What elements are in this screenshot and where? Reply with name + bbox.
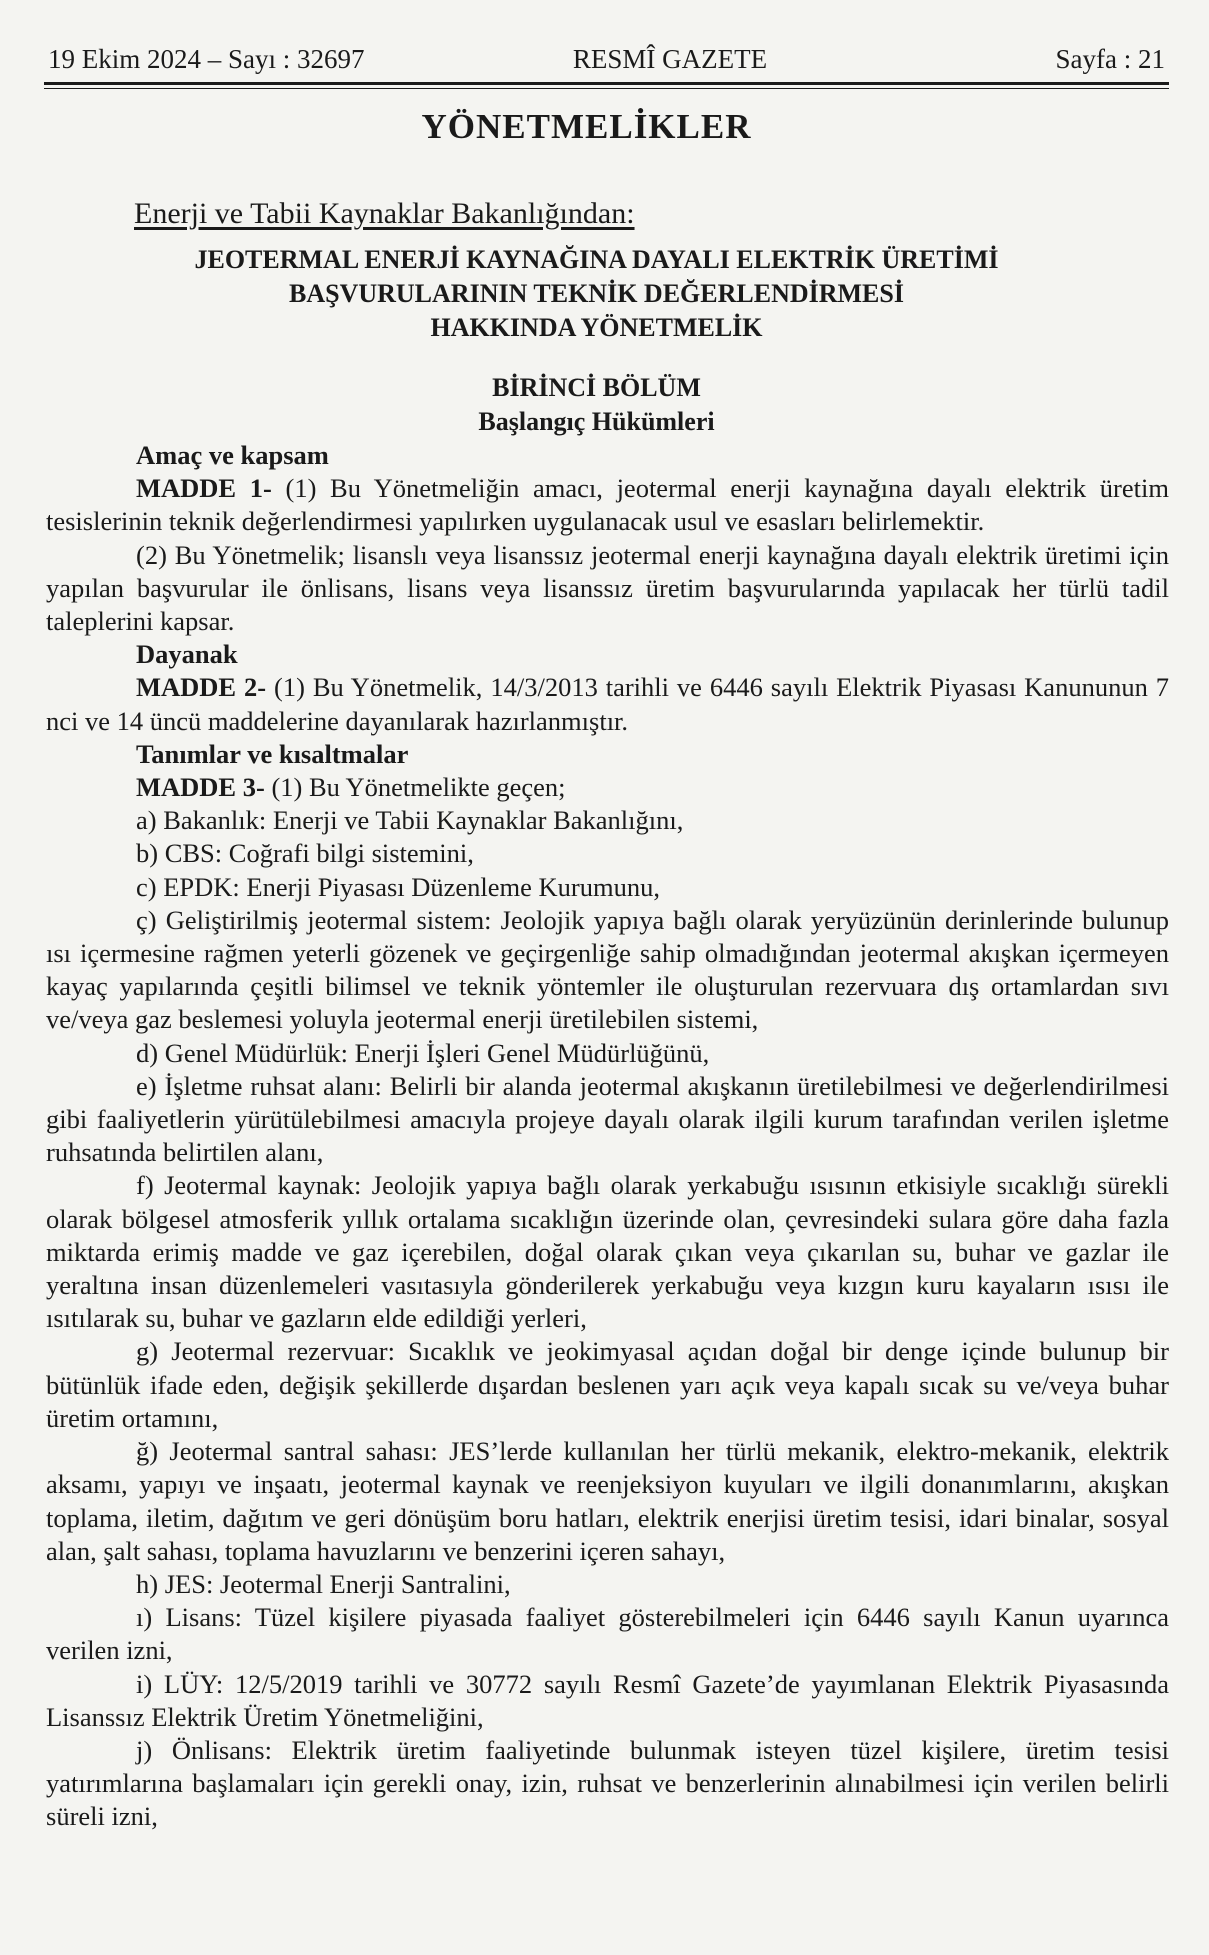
paragraph-text: (1) Bu Yönetmeliğin amacı, jeotermal enerji kaynağına dayalı elektrik üretim tesislerinin teknik değerlendirmesi yapılırken uygulanacak usul ve esasları belirlemektir. xyxy=(46,473,1169,537)
definition-item: j) Önlisans: Elektrik üretim faaliyetinde bulunmak isteyen tüzel kişilere, üretim tesisi yatırımlarına başlamaları için gerekli onay, izin, ruhsat ve benzerlerinin alınabilmesi için verilen belirli süreli izni, xyxy=(46,1734,1169,1832)
regulation-title-line: JEOTERMAL ENERJİ KAYNAĞINA DAYALI ELEKTRİK ÜRETİMİ xyxy=(194,245,999,274)
header-rule-thin xyxy=(44,88,1169,89)
section-title: YÖNETMELİKLER xyxy=(421,107,752,146)
article-heading: Dayanak xyxy=(136,639,238,670)
definition-item: a) Bakanlık: Enerji ve Tabii Kaynaklar Bakanlığını, xyxy=(136,805,684,836)
definition-item: ı) Lisans: Tüzel kişilere piyasada faaliyet gösterebilmeleri için 6446 sayılı Kanun uyarınca verilen izni, xyxy=(46,1602,1169,1666)
definition-item: d) Genel Müdürlük: Enerji İşleri Genel Müdürlüğünü, xyxy=(136,1037,710,1068)
page-header xyxy=(44,44,1169,80)
definition-item: b) CBS: Coğrafi bilgi sistemini, xyxy=(136,838,474,869)
paragraph-text: (1) Bu Yönetmelikte geçen; xyxy=(264,772,566,803)
article-paragraph xyxy=(46,671,1169,737)
regulation-title-line: HAKKINDA YÖNETMELİK xyxy=(430,313,763,342)
article-label: MADDE 1- xyxy=(136,473,272,504)
article-label: MADDE 3- xyxy=(136,772,265,803)
ministry-name: Enerji ve Tabii Kaynaklar Bakanlığından: xyxy=(134,197,635,230)
article-paragraph xyxy=(46,472,1169,538)
definition-item: i) LÜY: 12/5/2019 tarihli ve 30772 sayılı Resmî Gazete’de yayımlanan Elektrik Piyasasında Lisanssız Elektrik Üretim Yönetmeliğini, xyxy=(46,1668,1169,1732)
article-paragraph xyxy=(46,771,1169,804)
page-number: Sayfa : 21 xyxy=(1055,44,1165,74)
regulation-body xyxy=(44,439,1169,1834)
definition-item: e) İşletme ruhsat alanı: Belirli bir alanda jeotermal akışkanın üretilebilmesi ve değerlendirilmesi gibi faaliyetlerin yürütülebilmesi amacıyla projeye dayalı olarak ilgili kurum tarafından verilen işletme ruhsatında belirtilen alanı, xyxy=(46,1070,1169,1168)
chapter-heading xyxy=(44,371,1169,439)
article-heading: Amaç ve kapsam xyxy=(136,440,329,470)
chapter-number: BİRİNCİ BÖLÜM xyxy=(492,373,701,402)
definition-item: ğ) Jeotermal santral sahası: JES’lerde kullanılan her türlü mekanik, elektro-mekanik, elektrik aksamı, yapıyı ve inşaatı, jeotermal kaynak ve reenjeksiyon kuyuları ve ilgili donanımlarını, akışkan toplama, iletim, dağıtım ve geri dönüşüm boru hatları, elektrik enerjisi üretim tesisi, idari binalar, sosyal alan, şalt sahası, toplama havuzlarını ve benzerini içeren sahayı, xyxy=(46,1436,1169,1566)
regulation-title xyxy=(44,243,1169,345)
issue-date: 19 Ekim 2024 – Sayı : 32697 xyxy=(48,44,365,74)
definition-item: c) EPDK: Enerji Piyasası Düzenleme Kurumunu, xyxy=(136,871,660,902)
article-label: MADDE 2- xyxy=(136,672,267,703)
gazette-name: RESMÎ GAZETE xyxy=(572,44,768,74)
paragraph-text: (1) Bu Yönetmelik, 14/3/2013 tarihli ve 6446 sayılı Elektrik Piyasası Kanununun 7 nci ve 14 üncü maddelerine dayanılarak hazırlanmıştır. xyxy=(46,672,1169,736)
definition-item: ç) Geliştirilmiş jeotermal sistem: Jeolojik yapıya bağlı olarak yeryüzünün derinlerinde bulunup ısı içermesine rağmen yeterli gözenek ve geçirgenliğe sahip olmadığından jeotermal akışkan içermeyen kayaç yapılarında çeşitli bilimsel ve teknik yöntemler ile oluşturulan rezervuara dış ortamlardan sıvı ve/veya gaz beslemesi yoluyla jeotermal enerji üretilebilen sistemi, xyxy=(46,904,1169,1035)
header-rule-thick xyxy=(44,82,1169,85)
article-heading: Tanımlar ve kısaltmalar xyxy=(136,738,409,769)
definition-item: h) JES: Jeotermal Enerji Santralini, xyxy=(136,1568,511,1599)
regulation-title-line: BAŞVURULARININ TEKNİK DEĞERLENDİRMESİ xyxy=(289,279,904,308)
article-paragraph: (2) Bu Yönetmelik; lisanslı veya lisanssız jeotermal enerji kaynağına dayalı elektrik üretimi için yapılan başvurular ile önlisans, lisans veya lisanssız üretim başvurularında yapılacak her türlü tadil taleplerini kapsar. xyxy=(46,539,1169,637)
definition-item: f) Jeotermal kaynak: Jeolojik yapıya bağlı olarak yerkabuğu ısısının etkisiyle sıcaklığı sürekli olarak bölgesel atmosferik yıllık ortalama sıcaklığın üzerinde olan, çevresindeki sulara göre daha fazla miktarda erimiş madde ve gaz içerebilen, doğal olarak çıkan veya çıkarılan su, buhar ve gazlar ile yeraltına insan düzenlemeleri vasıtasıyla gönderilerek yerkabuğu veya kızgın kuru kayaların ısısı ile ısıtılarak su, buhar ve gazların elde edildiği yerleri, xyxy=(46,1170,1169,1334)
chapter-name: Başlangıç Hükümleri xyxy=(478,407,715,436)
definition-item: g) Jeotermal rezervuar: Sıcaklık ve jeokimyasal açıdan doğal bir denge içinde bulunup bir bütünlük ifade eden, değişik şekillerde dışardan beslenen yarı açık veya kapalı sıcak su ve/veya buhar üretim ortamını, xyxy=(46,1336,1169,1433)
